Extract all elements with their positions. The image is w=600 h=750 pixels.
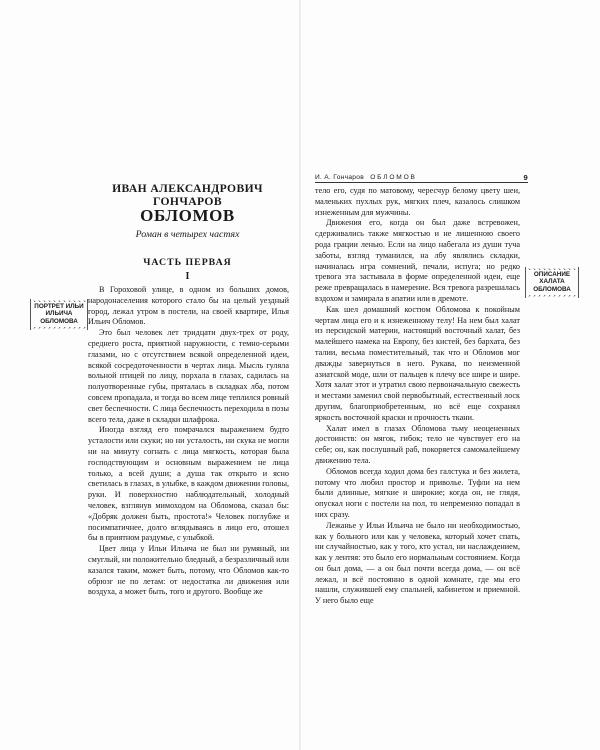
paragraph: тело его, судя по матовому, чересчур белому цвету шеи, маленьких пухлых рук, мягких плеч, казалось слишком изнеженным для мужчины. [315, 186, 520, 217]
paragraph: Это был человек лет тридцати двух-трех от роду, среднего роста, приятной наружности, с темно-серыми глазами, но с отсутствием всякой определенной идеи, всякой сосредоточенности в чертах лица. Мысль гуляла вольной птицей по лицу, порхала в глазах, садилась на полуотворенные губы, пряталась в складках лба, потом совсем пропадала, и тогда во всем лице теплился ровный свет беспечности. С лица беспечность переходила в позы всего тела, даже в складки шлафрока. [88, 328, 289, 424]
paragraph: Цвет лица у Ильи Ильича не был ни румяный, ни смуглый, ни положительно бледный, а безразличный или казался таким, может быть, потому, что Обломов как-то обрюзг не по летам: от недостатка ли движения или воздуха, а может быть, того и другого. Вообще же [88, 544, 289, 597]
paragraph: Халат имел в глазах Обломова тьму неоцененных достоинств: он мягок, гибок; тело не чувствует его на себе; он, как послушный раб, покоряется самомалейшему движению тела. [315, 423, 520, 465]
paragraph: Движения его, когда он был даже встревожен, сдерживались также мягкостью и не лишенною своего рода грации ленью. Если на лицо набегала из души туча заботы, взгляд туманился, на лбу являлись складки, начиналась игра сомнений, печали, испуга; но редко тревога эта застывала в форме определенной идеи, еще реже превращалась в намерение. Вся тревога разрешалась вздохом и замирала в апатии или в дремоте. [315, 218, 520, 303]
paragraph: Лежанье у Ильи Ильича не было ни необходимостью, как у больного или как у человека, который хочет спать, ни случайностью, как у того, кто устал, ни наслаждением, как у лентяя: это было его нормальным состоянием. Когда он был дома, — а он был почти всегда дома, — он всё лежал, и всё постоянно в одной комнате, где мы его нашли, служившей ему спальней, кабинетом и приемной. У него было еще [315, 520, 520, 606]
chapter-number: I [185, 271, 190, 282]
part-heading: ЧАСТЬ ПЕРВАЯ [143, 257, 232, 268]
running-head-author: И. А. Гончаров [315, 174, 365, 181]
page-number: 9 [523, 173, 528, 182]
book-subtitle: Роман в четырех частях [135, 229, 240, 240]
running-head-title: ОБЛОМОВ [370, 174, 417, 181]
paragraph: Иногда взгляд его помрачался выражением будто усталости или скуки; но ни усталость, ни скука не могли ни на минуту согнать с лица мягкость, которая была господствующим и основным выражением не лица только, а всей души; а душа так открыто и ясно светилась в глазах, в улыбке, в каждом движении головы, руки. И поверхностно наблюдательный, холодный человек, взглянув мимоходом на Обломова, сказал бы: «Добряк должен быть, простота!» Человек поглубже и посимпатичнее, долго вглядываясь в лицо его, отошел бы в приятном раздумье, с улыбкой. [88, 425, 289, 543]
margin-note-robe: ОПИСАНИЕ ХАЛАТА ОБЛОМОВА [525, 267, 579, 298]
margin-note-portrait: ПОРТРЕТ ИЛЬИ ИЛЬИЧА ОБЛОМОВА [30, 299, 88, 330]
paragraph: В Гороховой улице, в одном из больших домов, народонаселения которого стало бы на целый уездный город, лежал утром в постели, на своей квартире, Илья Ильич Обломов. [88, 285, 289, 327]
running-head [315, 174, 528, 183]
paragraph: Как шел домашний костюм Обломова к покойным чертам лица его и к изнеженному телу! На нем был халат из персидской материи, настоящий восточный халат, без малейшего намека на Европу, без кистей, без бархата, без талии, весьма поместительный, так что и Обломов мог дважды завернуться в него. Рукава, по неизменной азиатской моде, шли от пальцев к плечу все шире и шире. Хотя халат этот и утратил свою первоначальную свежесть и местами заменил свой первобытный, естественный лоск другим, благоприобретенным, но всё еще сохранял яркость восточной краски и прочность ткани. [315, 304, 520, 422]
paragraph: Обломов всегда ходил дома без галстука и без жилета, потому что любил простор и приволье. Туфли на нем были длинные, мягкие и широкие; когда он, не глядя, опускал ноги с постели на пол, то непременно попадал в них сразу. [315, 466, 520, 519]
left-body-text [88, 285, 289, 598]
author-name: ИВАН АЛЕКСАНДРОВИЧ ГОНЧАРОВ [112, 182, 263, 208]
right-page [301, 0, 600, 750]
right-body-text [315, 186, 520, 607]
book-title: ОБЛОМОВ [140, 206, 235, 225]
